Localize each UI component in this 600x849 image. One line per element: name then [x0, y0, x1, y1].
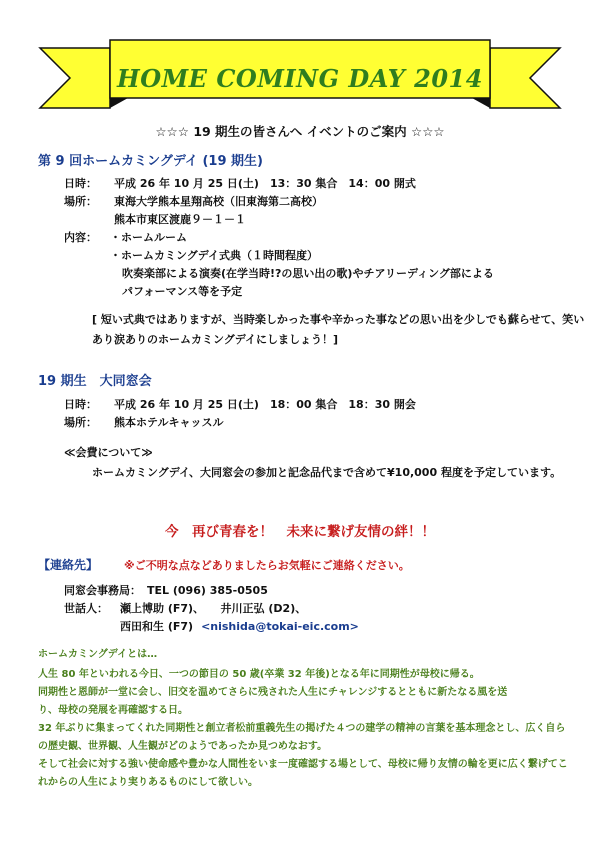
event1-date-value: 平成 26 年 10 月 25 日(土) 13：30 集合 14：00 開式: [114, 177, 416, 190]
event1-place-value: 東海大学熊本星翔高校（旧東海第二高校）: [114, 195, 323, 208]
contact-staff-name: 西田和生 (F7): [120, 620, 194, 633]
event1-content-item-4: パフォーマンス等を予定: [122, 285, 243, 298]
event2-heading: 19 期生 大同窓会: [38, 374, 152, 389]
ribbon-right-tail: [490, 48, 560, 108]
contact-office-row: [64, 582, 268, 598]
event1-place-label: 場所：: [64, 195, 97, 208]
contact-office-label: 同窓会事務局：: [64, 584, 141, 597]
contact-office-tel: TEL (096) 385-0505: [147, 584, 268, 597]
event2-place-row: [64, 414, 223, 430]
ribbon-right-fold: [472, 98, 490, 108]
fee-text: ホームカミングデイ、大同窓会の参加と記念品代まで含めて¥10,000 程度を予定しています。: [92, 466, 562, 479]
contact-staff-label: 世話人：: [64, 602, 108, 615]
contact-staff-row: [64, 600, 306, 616]
event2-date-value: 平成 26 年 10 月 25 日(土) 18：00 集合 18：30 開会: [114, 398, 416, 411]
event1-note: [ 短い式典ではありますが、当時楽しかった事や辛かった事などの思い出を少しでも蘇らせて、笑いあり涙ありのホームカミングデイにしましょう！]: [92, 313, 585, 346]
announcement-subtitle: ☆☆☆ 19 期生の皆さんへ イベントのご案内 ☆☆☆: [155, 124, 445, 139]
ribbon-left-fold: [110, 98, 128, 108]
event1-place-row: [64, 193, 323, 209]
event1-content-item-3: 吹奏楽部による演奏(在学当時!?の思い出の歌)やチアリーディング部による: [122, 267, 494, 280]
contact-staff-row2: [120, 618, 359, 634]
ribbon-left-tail: [40, 48, 110, 108]
contact-heading: 【連絡先】: [38, 558, 99, 572]
contact-note: ※ご不明な点などありましたらお気軽にご連絡ください。: [124, 559, 410, 572]
event1-content-label: 内容：: [64, 231, 97, 244]
about-line-5: そして社会に対する強い使命感や豊かな人間性をいま一度確認する場として、母校に帰り友情の輪を更に広く繋げてこれからの人生により実りあるものにして欲しい。: [38, 759, 568, 788]
about-line-3: り、母校の発展を再確認する日。: [38, 705, 188, 716]
about-line-2: 同期性と恩師が一堂に会し、旧交を温めてさらに残された人生にチャレンジするとともに新たなる風を送: [38, 687, 508, 698]
banner-title: HOME COMING DAY 2014: [117, 64, 483, 93]
event1-place-address: 熊本市東区渡鹿９－１－１: [114, 213, 246, 226]
event1-content-item-2: ・ホームカミングデイ式典（１時間程度）: [110, 249, 319, 262]
event2-place-value: 熊本ホテルキャッスル: [114, 416, 224, 429]
event1-date-label: 日時：: [64, 177, 97, 190]
contact-staff-line1: 瀬上博助 (F7)、 井川正弘 (D2)、: [120, 602, 307, 615]
event1-heading: 第 9 回ホームカミングデイ (19 期生): [38, 154, 263, 169]
fee-heading: ≪会費について≫: [64, 446, 153, 459]
event2-date-label: 日時：: [64, 398, 97, 411]
about-heading: ホームカミングデイとは…: [38, 649, 158, 660]
about-line-4: 32 年ぶりに集まってくれた同期性と創立者松前重義先生の掲げた４つの建学の精神の言葉を基本理念とし、広く自らの歴史観、世界観、人生観がどのようであったか見つめなおす。: [38, 723, 566, 752]
event1-date-row: [64, 175, 416, 191]
event2-date-row: [64, 396, 416, 412]
about-body: [38, 666, 570, 792]
event2-place-label: 場所：: [64, 416, 97, 429]
contact-email-link[interactable]: <nishida@tokai-eic.com>: [201, 620, 359, 633]
event1-content-item-1: ・ホームルーム: [110, 231, 187, 244]
slogan: 今 再び青春を！ 未来に繋げ友情の絆！！: [165, 524, 435, 540]
about-line-1: 人生 80 年といわれる今日、一つの節目の 50 歳(卒業 32 年後)となる年に同期性が母校に帰る。: [38, 669, 480, 680]
